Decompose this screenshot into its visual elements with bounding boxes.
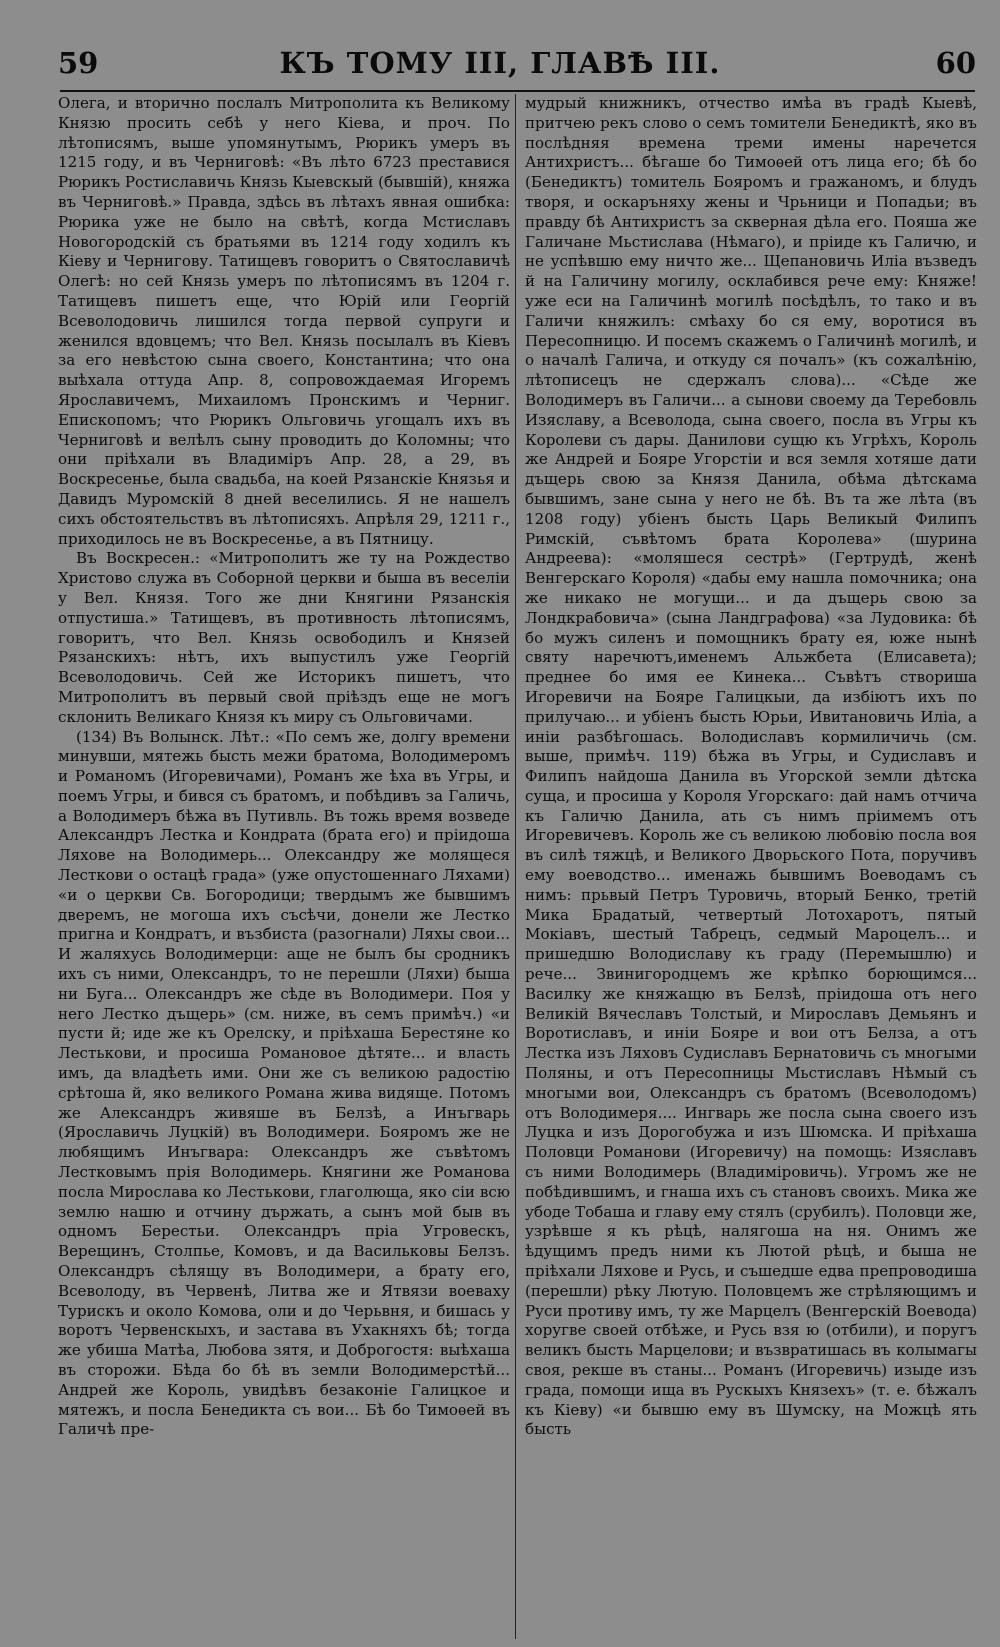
page-header [0,0,1000,88]
page-number-left: 59 [58,46,99,80]
paragraph: Въ Воскресен.: «Митрополитъ же ту на Рождество Христово служа въ Соборной церкви и быша въ веселіи у Вел. Князя. Того же дни Княгини Рязанскія отпустиша.» Татищевъ, въ противность лѣтописямъ, говоритъ, что Вел. Князь освободилъ и Князей Рязанскихъ: нѣтъ, ихъ выпустилъ уже Георгій Всеволодовичь. Сей же Историкъ пишетъ, что Митрополитъ въ первый свой пріѣздъ еще не могъ склонить Великаго Князя къ миру съ Ольговичами. [58,549,510,726]
left-column [58,94,510,1644]
paragraph: (134) Въ Волынск. Лѣт.: «По семъ же, долгу времени минувши, мятежь бысть межи братома, Володимеромъ и Романомъ (Игоревичами), Романъ же ѣха въ Угры, и поемъ Угры, и бився съ братомъ, и побѣдивъ за Галичь, а Володимеръ бѣжа въ Путивль. Въ тожь время возведе Александръ Лестка и Кондрата (брата его) и пріидоша Ляхове на Володимерь... Олександру же молящеся Лесткови о остацѣ града» (уже опустошеннаго Ляхами) «и о церкви Св. Богородици; твердымъ же бывшимъ дверемъ, не могоша ихъ съсѣчи, донели же Лестко пригна и Кондратъ, и възбиста (разогнали) Ляхы свои... И жаляхусь Володимерци: аще не былъ бы сродникъ ихъ съ ними, Олександръ, то не перешли (Ляхи) быша ни Буга... Олександръ же сѣде въ Володимери. Поя у него Лестко дъщерь» (см. ниже, въ семъ примѣч.) «и пусти й; иде же къ Орелску, и пріѣхаша Берестяне ко Лестькови, и просиша Романовое дѣтяте... и власть имъ, да владѣеть ими. Они же съ великою радостію срѣтоша й, яко великого Романа жива видяще. Потомъ же Александръ живяше въ Белзѣ, а Инъгварь (Ярославичь Луцкій) въ Володимери. Бояромъ же не любящимъ Инъгвара: Олександръ же съвѣтомъ Лестковымъ прія Володимерь. Княгини же Романова посла Мирослава ко Лестькови, глаголюща, яко сіи всю землю нашю и отчину държать, а сынъ мой быв въ одномъ Берестьи. Олександръ пріа Угровескъ, Верещинъ, Столпье, Комовъ, и да Васильковы Белзъ. Олександръ сѣлящу въ Володимери, а брату его, Всеволоду, въ Червенѣ, Литва же и Ятвязи воеваху Турискъ и около Комова, оли и до Черьвня, и бишась у воротъ Червенскыхъ, и застава въ Ухакняхъ бѣ; тогда же убиша Матѣа, Любова зятя, и Доброгостя: выѣхаша въ сторожи. Бѣда бо бѣ въ земли Володимерстѣй... Андрей же Король, увидѣвъ безаконіе Галицкое и мятежъ, и посла Бенедикта съ вои... Бѣ бо Тимоѳей въ Галичѣ пре- [58,727,510,1439]
page-number-right: 60 [935,46,976,80]
paragraph: Олега, и вторично послалъ Митрополита къ Великому Князю просить себѣ у него Кіева, и проч. По лѣтописямъ, выше упомянутымъ, Рюрикъ умеръ въ 1215 году, и въ Черниговѣ: «Въ лѣто 6723 преставися Рюрикъ Ростиславичь Князь Кыевскый (бывшій), княжа въ Черниговѣ.» Правда, здѣсь въ лѣтахъ явная ошибка: Рюрика уже не было на свѣтѣ, когда Мстиславъ Новогородскій съ братьями въ 1214 году ходилъ къ Кіеву и Чернигову. Татищевъ говоритъ о Святославичѣ Олегѣ: но сей Князь умеръ по лѣтописямъ въ 1204 г. Татищевъ пишетъ еще, что Юрій или Георгій Всеволодовичь лишился тогда первой супруги и женился вдовцемъ; что Вел. Князь посылалъ въ Кіевъ за его невѣстою сына своего, Константина; что она выѣхала оттуда Апр. 8, сопровождаемая Игоремъ Ярославичемъ, Михаиломъ Пронскимъ и Черниг. Епископомъ; что Рюрикъ Ольговичь угощалъ ихъ въ Черниговѣ и велѣлъ сыну проводить до Коломны; что они пріѣхали въ Владиміръ Апр. 28, а 29, въ Воскресенье, была свадьба, на коей Рязанскіе Князья и Давидъ Муромскій 8 дней веселились. Я не нашелъ сихъ обстоятельствъ въ лѣтописяхъ. Апрѣля 29, 1211 г., приходилось не въ Воскресенье, а въ Пятницу. [58,94,510,548]
right-column [525,94,977,1644]
column-divider [515,94,516,1639]
header-rule [60,90,975,92]
running-title: КЪ ТОМУ III, ГЛАВѢ III. [279,46,721,80]
paragraph: мудрый книжникъ, отчество имѣа въ градѣ Кыевѣ, притчею рекъ слово о семъ томители Бенедиктѣ, яко въ послѣдняя времена треми имены наречется Антихристъ... бѣгаше бо Тимоѳей отъ лица его; бѣ бо (Бенедиктъ) томитель Бояромъ и гражаномъ, и блудъ творя, и оскаръняху жены и Чрьници и Попадьи; въ правду бѣ Антихристъ за скверная дѣла его. Пояша же Галичане Мьстислава (Нѣмаго), и пріиде къ Галичю, и не успѣвшю ему ничто же... Щепановичь Иліа възведъ й на Галичину могилу, осклабився рече ему: Княже! уже еси на Галичинѣ могилѣ посѣдѣлъ, то тако и въ Галичи княжилъ: смѣаху бо ся ему, воротися въ Пересопницю. И посемъ скажемъ о Галичинѣ могилѣ, и о началѣ Галича, и откуду ся почалъ» (къ сожалѣнію, лѣтописецъ не сдержалъ слова)... «Сѣде же Володимеръ въ Галичи... а сынови своему да Теребовль Изяславу, а Всеволода, сына своего, посла въ Угры къ Королеви съ дары. Данилови сущю къ Угрѣхъ, Король же Андрей и Бояре Угорстіи и вся земля хотяше дати дъщерь свою за Князя Данила, обѣма дѣтскама бывшимъ, зане сына у него не бѣ. Въ та же лѣта (въ 1208 году) убіенъ бысть Царь Великый Филипъ Римскій, съвѣтомъ брата Королева» (шурина Андреева): «моляшеся сестрѣ» (Гертрудѣ, женѣ Венгерскаго Короля) «дабы ему нашла помочника; она же никако не могущи... и да дъщерь свою за Лондкрабовича» (сына Ландграфова) «за Лудовика: бѣ бо мужъ силенъ и помощникъ брату ея, юже нынѣ святу наречютъ,именемъ Альжбета (Елисавета); преднее бо имя ее Кинека... Съвѣтъ створиша Игоревичи на Бояре Галицкыи, да избіютъ ихъ по прилучаю... и убіенъ бысть Юрьи, Ивитановичь Иліа, а иніи разбѣгошась. Володиславъ кормиличичь (см. выше, примѣч. 119) бѣжа въ Угры, и Судиславъ и Филипъ найдоша Данила въ Угорской земли дѣтска суща, и просиша у Короля Угорскаго: дай намъ отчича къ Галичю Данила, ать съ нимъ пріимемъ отъ Игоревичевъ. Король же съ великою любовію посла воя въ силѣ тяжцѣ, и Великого Дворьского Пота, поручивъ ему воеводство... именажь бывшимъ Воеводамъ съ нимъ: прьвый Петръ Туровичь, вторый Бенко, третій Мика Брадатый, четвертый Лотохаротъ, пятый Мокіавъ, шестый Табрецъ, седмый Мароцелъ... и пришедшю Володиславу къ граду (Перемышлю) и рече... Звинигородцемъ же крѣпко борющимся... Василку же княжащю въ Белзѣ, пріидоша отъ него Великій Вячеславъ Толстый, и Мирославъ Демьянъ и Воротиславъ, и иніи Бояре и вои отъ Белза, а отъ Лестка изъ Ляховъ Судиславъ Бернатовичь съ многыми Поляны, и отъ Пересопницы Мьстиславъ Нѣмый съ многыми вои, Олександръ съ братомъ (Всеволодомъ) отъ Володимеря.... Ингварь же посла сына своего изъ Луцка и изъ Дорогобужа и изъ Шюмска. И пріѣхаша Половци Романови (Игоревичу) на помощь: Изяславъ съ ними Володимерь (Владиміровичь). Угромъ же не побѣдившимъ, и гнаша ихъ съ становъ своихъ. Мика же убоде Тобаша и главу ему стялъ (срубилъ). Половци же, узрѣвше я къ рѣцѣ, налягоша на ня. Онимъ же ѣдущимъ предъ ними къ Лютой рѣцѣ, и быша не пріѣхали Ляхове и Русь, и съшедше едва препроводиша (перешли) рѣку Лютую. Половцемъ же стрѣляющимъ и Руси противу имъ, ту же Марцелъ (Венгерскій Воевода) хоругве своей отбѣже, и Русь взя ю (отбили), и поругъ великъ бысть Марцелови; и възвратишась въ колымагы своя, рекше въ станы... Романъ (Игоревичь) изыде изъ града, помощи ища въ Рускыхъ Князехъ» (т. е. бѣжалъ къ Кіеву) «и бывшю ему въ Шумску, на Можцѣ ять бысть [525,94,977,1439]
